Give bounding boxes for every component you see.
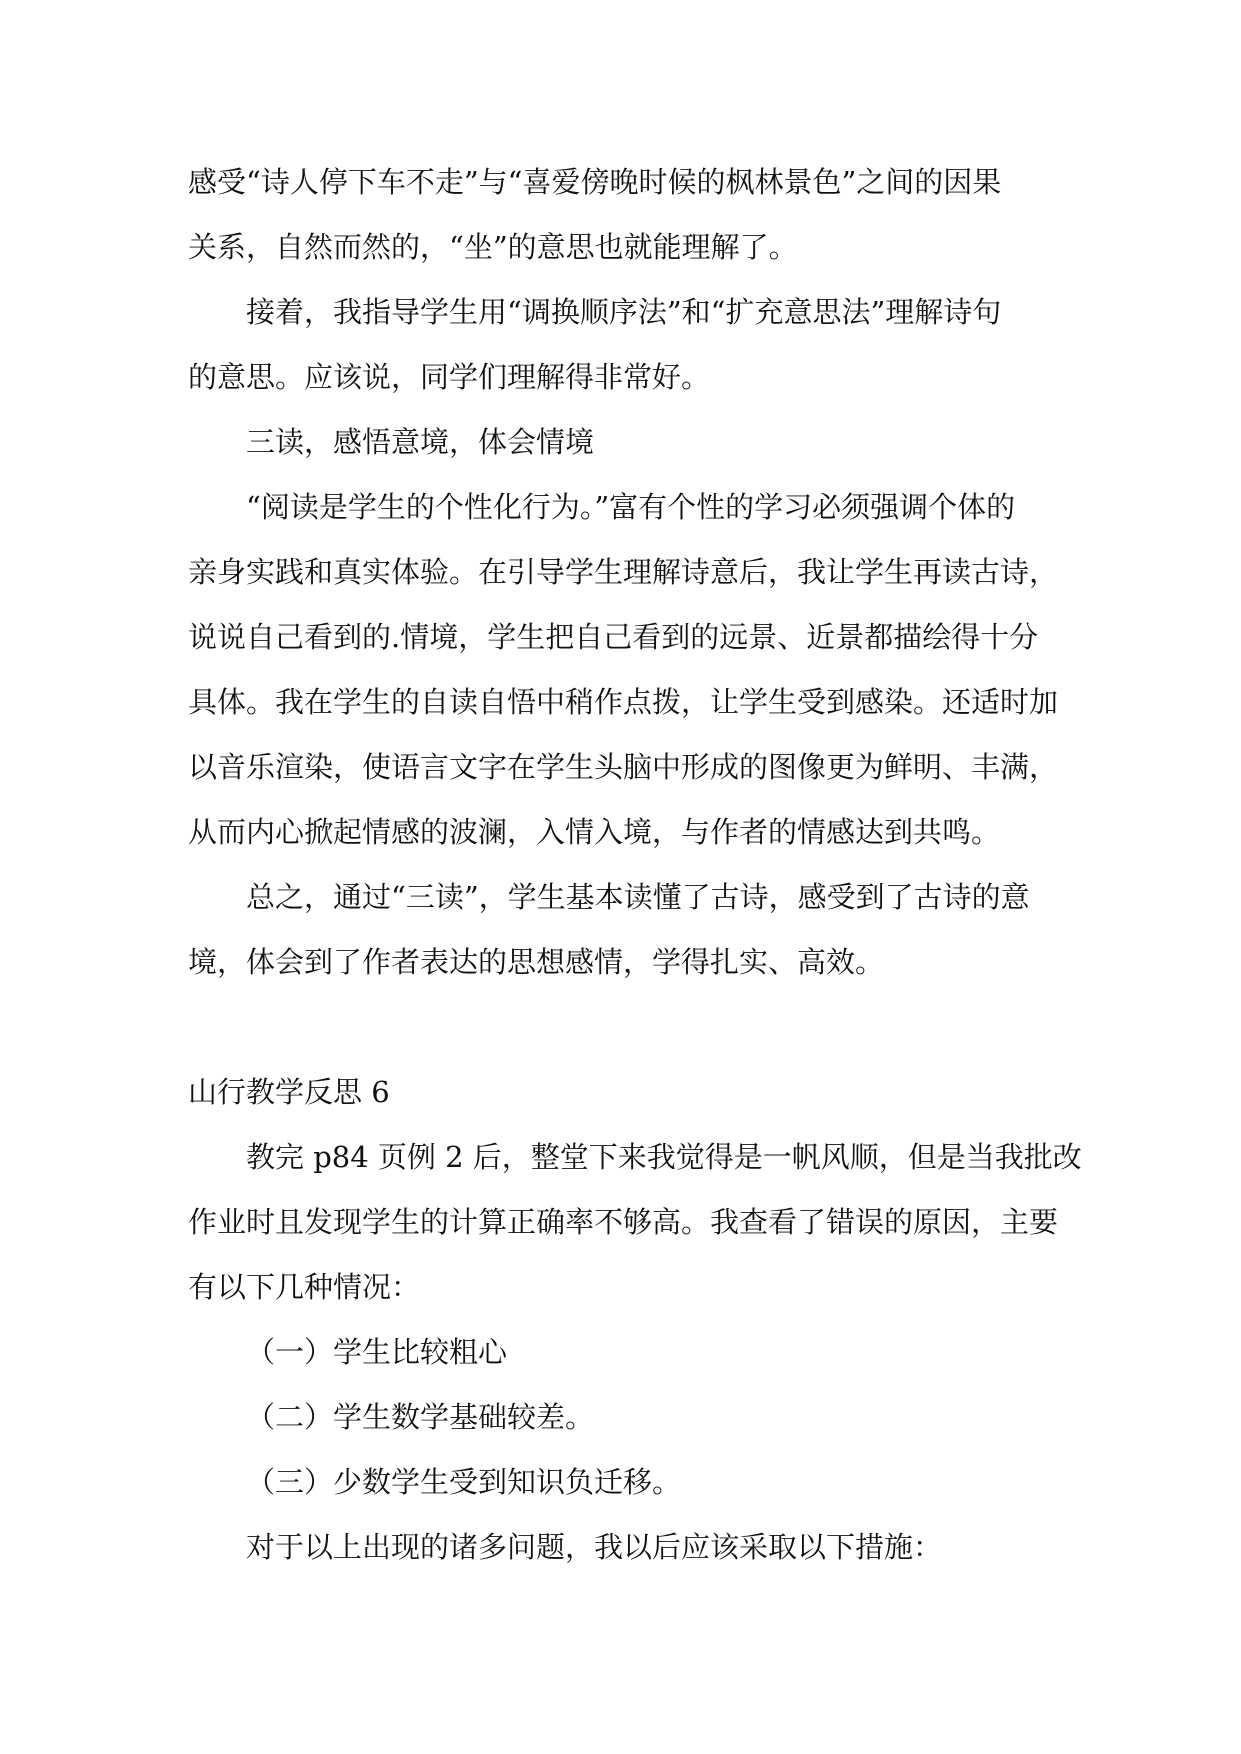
- paragraph: [188, 865, 1241, 995]
- text-line: 接着，我指导学生用“调换顺序法”和“扩充意思法”理解诗句: [246, 295, 1002, 329]
- text-line: 亲身实践和真实体验。在引导学生理解诗意后，我让学生再读古诗，: [188, 555, 1059, 589]
- list-item: [188, 1450, 1241, 1515]
- text-line: 感受“诗人停下车不走”与“喜爱傍晚时候的枫林景色”之间的因果: [188, 165, 1002, 199]
- text-line: 总之，通过“三读”，学生基本读懂了古诗，感受到了古诗的意: [246, 880, 1030, 914]
- section-heading: 山行教学反思 6: [188, 1075, 390, 1109]
- text-line: （二）学生数学基础较差。: [246, 1400, 595, 1434]
- text-line: 对于以上出现的诸多问题，我以后应该采取以下措施：: [246, 1530, 943, 1564]
- text-line: 从而内心掀起情感的波澜，入情入境，与作者的情感达到共鸣。: [188, 815, 1001, 849]
- text-line: “阅读是学生的个性化行为。”富有个性的学习必须强调个体的: [246, 490, 1016, 524]
- paragraph: [188, 280, 1241, 410]
- paragraph: [188, 475, 1241, 865]
- text-line: （一）学生比较粗心: [246, 1335, 508, 1369]
- text-line: 三读，感悟意境，体会情境: [246, 425, 595, 459]
- list-item: [188, 1320, 1241, 1385]
- paragraph: [188, 1515, 1241, 1580]
- text-line: （三）少数学生受到知识负迁移。: [246, 1465, 682, 1499]
- text-line: 关系，自然而然的，“坐”的意思也就能理解了。: [188, 230, 798, 264]
- text-line: 的意思。应该说，同学们理解得非常好。: [188, 360, 711, 394]
- text-line: 具体。我在学生的自读自悟中稍作点拨，让学生受到感染。还适时加: [188, 685, 1059, 719]
- paragraph: [188, 150, 1241, 280]
- blank-line: [188, 995, 1241, 1060]
- text-line: 境，体会到了作者表达的思想感情，学得扎实、高效。: [188, 945, 885, 979]
- text-line: 以音乐渲染，使语言文字在学生头脑中形成的图像更为鲜明、丰满，: [188, 750, 1059, 784]
- text-line: 有以下几种情况：: [188, 1270, 421, 1304]
- text-line: 作业时且发现学生的计算正确率不够高。我查看了错误的原因，主要: [188, 1205, 1059, 1239]
- list-item: [188, 1385, 1241, 1450]
- text-line: 说说自己看到的.情境，学生把自己看到的远景、近景都描绘得十分: [188, 620, 1039, 654]
- subheading-paragraph: [188, 410, 1241, 475]
- text-line: 教完 p84 页例 2 后，整堂下来我觉得是一帆风顺，但是当我批改: [246, 1140, 1082, 1174]
- paragraph: [188, 1125, 1241, 1320]
